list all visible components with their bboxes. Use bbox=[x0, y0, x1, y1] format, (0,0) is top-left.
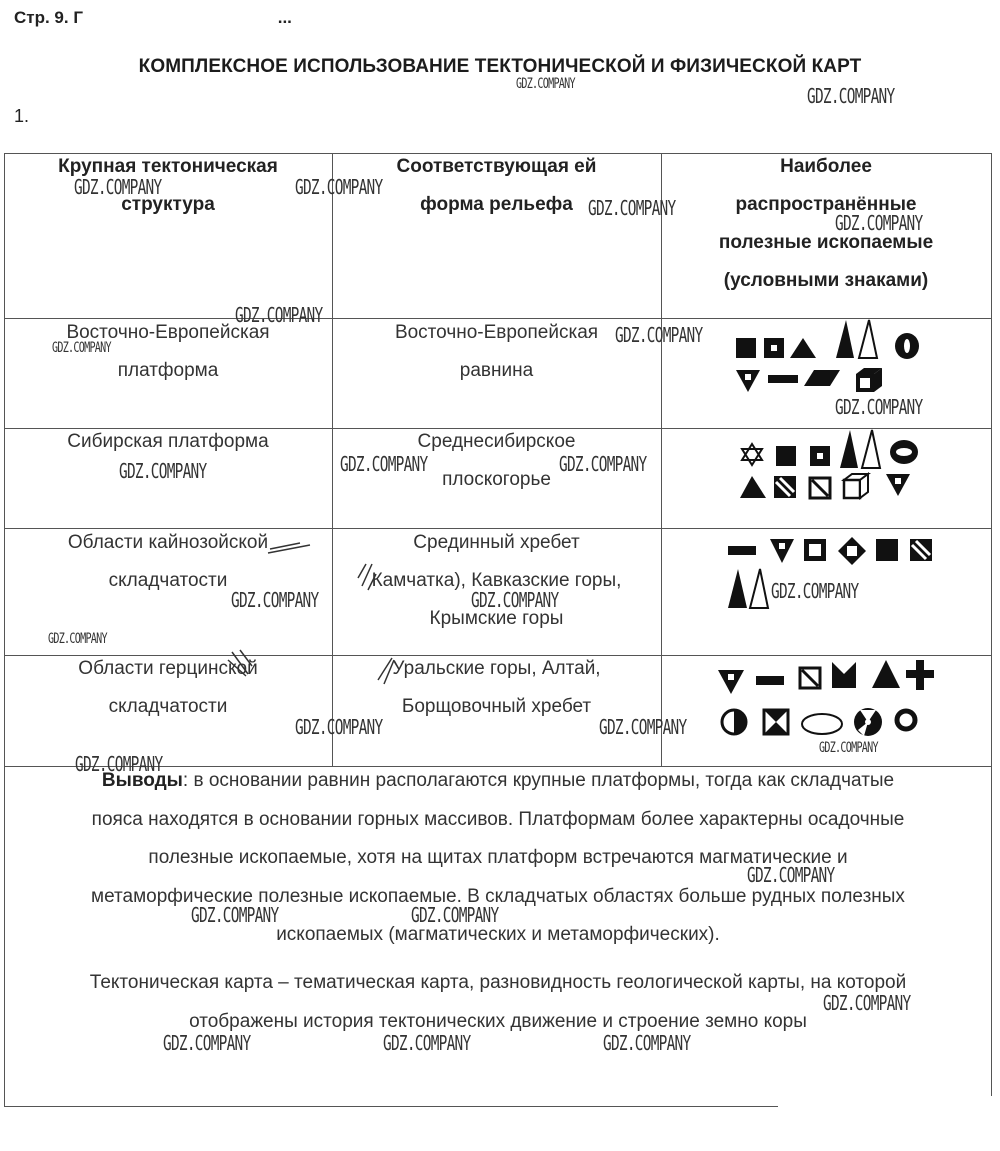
watermark: GDZ.COMPANY bbox=[747, 863, 835, 887]
outline-oval-symbol bbox=[802, 714, 842, 734]
watermark: GDZ.COMPANY bbox=[383, 1031, 471, 1055]
watermark: GDZ.COMPANY bbox=[163, 1031, 251, 1055]
horizontal-bar-symbol bbox=[756, 676, 784, 685]
scribble-mark bbox=[358, 564, 376, 590]
hatched-square-outline-symbol bbox=[800, 668, 820, 688]
filled-spike-symbol bbox=[836, 320, 854, 358]
watermark: GDZ.COMPANY bbox=[771, 579, 859, 603]
conclusions-line-2: пояса находятся в основании горных массивов. Платформам более характерны осадочные bbox=[91, 808, 905, 830]
filled-spike-symbol bbox=[840, 430, 858, 468]
filled-triangle-symbol bbox=[872, 660, 900, 688]
watermark: GDZ.COMPANY bbox=[235, 303, 323, 327]
square-with-hole-symbol bbox=[804, 539, 826, 561]
crown-symbol bbox=[832, 662, 856, 688]
row-1-structure: Восточно-Европейская платформа bbox=[66, 322, 270, 381]
horizontal-bar-symbol bbox=[728, 546, 756, 555]
watermark: GDZ.COMPANY bbox=[119, 459, 207, 483]
watermark: GDZ.COMPANY bbox=[615, 323, 703, 347]
filled-square-symbol bbox=[776, 446, 796, 466]
ring-symbol bbox=[897, 711, 915, 729]
square-with-dot-symbol bbox=[764, 338, 784, 358]
definition-line-1: Тектоническая карта – тематическая карта, разновидность геологической карты, на которой bbox=[89, 972, 907, 993]
hatched-square-symbol bbox=[774, 476, 796, 498]
filled-oval-hole-symbol bbox=[890, 440, 918, 464]
row-3-relief: Срединный хребет Камчатка), Кавказские горы, Крымские горы bbox=[371, 532, 622, 629]
header-minerals: Наиболее распространённые полезные ископаемые (условными знаками) bbox=[718, 156, 934, 291]
conclusions-line-3: полезные ископаемые, хотя на щитах платформ встречаются магматические и bbox=[148, 847, 848, 868]
conclusions-line-1: Выводы: в основании равнин располагаются крупные платформы, тогда как складчатые bbox=[101, 770, 895, 791]
outline-spike-symbol bbox=[859, 320, 877, 358]
header-relief: Соответствующая ей форма рельефа bbox=[396, 156, 597, 215]
shield-triangle-symbol bbox=[886, 474, 910, 496]
watermark: GDZ.COMPANY bbox=[835, 395, 923, 419]
horizontal-bar-symbol bbox=[768, 375, 798, 383]
row-2-relief: Среднесибирское плоскогорье bbox=[417, 431, 576, 490]
watermark: GDZ.COMPANY bbox=[48, 631, 107, 647]
watermark: GDZ.COMPANY bbox=[588, 196, 676, 220]
plus-cross-symbol bbox=[906, 660, 934, 690]
watermark: GDZ.COMPANY bbox=[819, 740, 878, 756]
row-2-structure: Сибирская платформа bbox=[67, 431, 269, 452]
filled-triangle-symbol bbox=[790, 338, 816, 358]
row-3-structure: Области кайнозойской складчатости bbox=[67, 532, 269, 591]
watermark: GDZ.COMPANY bbox=[231, 588, 319, 612]
watermark: GDZ.COMPANY bbox=[340, 452, 428, 476]
watermark: GDZ.COMPANY bbox=[75, 752, 163, 776]
page-label-suffix: ... bbox=[277, 8, 292, 27]
hatched-square-outline-symbol bbox=[810, 478, 830, 498]
definition-line-2: отображены история тектонических движение и строение земно коры bbox=[189, 1010, 807, 1032]
outline-spike-symbol bbox=[862, 430, 880, 468]
scribble-mark bbox=[268, 543, 310, 553]
down-triangle-hole-symbol bbox=[736, 370, 760, 392]
half-circle-symbol bbox=[722, 710, 746, 734]
filled-triangle-symbol bbox=[740, 476, 766, 498]
hourglass-square-symbol bbox=[764, 710, 788, 734]
filled-oval-hole-symbol bbox=[895, 333, 919, 359]
square-with-dot-symbol bbox=[810, 446, 830, 466]
question-number: 1. bbox=[14, 106, 30, 126]
header-structure: Крупная тектоническая структура bbox=[58, 156, 278, 215]
outline-cube-symbol bbox=[844, 474, 868, 498]
row-4-structure: Области герцинской складчатости bbox=[78, 658, 258, 717]
watermark: GDZ.COMPANY bbox=[471, 588, 559, 612]
scribble-mark bbox=[228, 650, 252, 676]
page-title: КОМПЛЕКСНОЕ ИСПОЛЬЗОВАНИЕ ТЕКТОНИЧЕСКОЙ И ФИЗИЧЕСКОЙ КАРТ bbox=[138, 56, 862, 77]
star-of-david-symbol bbox=[742, 444, 762, 465]
watermark: GDZ.COMPANY bbox=[411, 903, 499, 927]
down-triangle-hole-symbol bbox=[718, 670, 744, 694]
watermark: GDZ.COMPANY bbox=[52, 340, 111, 356]
radiation-circle-symbol bbox=[854, 708, 882, 736]
page-label: Стр. 9. Г bbox=[14, 8, 83, 27]
watermark: GDZ.COMPANY bbox=[599, 715, 687, 739]
mineral-symbols-row-3 bbox=[728, 535, 968, 615]
outline-spike-symbol bbox=[750, 569, 768, 608]
watermark: GDZ.COMPANY bbox=[823, 991, 911, 1015]
watermark: GDZ.COMPANY bbox=[807, 84, 895, 108]
watermark: GDZ.COMPANY bbox=[191, 903, 279, 927]
watermark: GDZ.COMPANY bbox=[295, 175, 383, 199]
filled-cube-symbol bbox=[856, 368, 882, 392]
filled-square-symbol bbox=[736, 338, 756, 358]
watermark: GDZ.COMPANY bbox=[295, 715, 383, 739]
mineral-symbols-row-1 bbox=[736, 318, 976, 398]
watermark: GDZ.COMPANY bbox=[559, 452, 647, 476]
conclusions-line-5: ископаемых (магматических и метаморфических). bbox=[276, 924, 720, 945]
watermark: GDZ.COMPANY bbox=[835, 211, 923, 235]
row-4-relief: Уральские горы, Алтай, Борщовочный хребет bbox=[392, 658, 601, 717]
scribble-mark bbox=[378, 658, 394, 684]
conclusions-line-4: метаморфические полезные ископаемые. В складчатых областях больше рудных полезных bbox=[91, 885, 905, 907]
mineral-symbols-row-4 bbox=[718, 656, 958, 741]
watermark: GDZ.COMPANY bbox=[516, 76, 575, 92]
parallelogram-symbol bbox=[804, 370, 840, 386]
watermark: GDZ.COMPANY bbox=[74, 175, 162, 199]
mineral-symbols-row-2 bbox=[740, 430, 980, 505]
filled-spike-symbol bbox=[728, 569, 747, 608]
row-1-relief: Восточно-Европейская равнина bbox=[394, 322, 599, 381]
watermark: GDZ.COMPANY bbox=[603, 1031, 691, 1055]
down-triangle-hole-symbol bbox=[770, 539, 794, 563]
diamond-in-square-symbol bbox=[838, 537, 866, 565]
filled-square-symbol bbox=[876, 539, 898, 561]
hatched-square-symbol bbox=[910, 539, 932, 561]
conclusions-label: Выводы bbox=[101, 770, 183, 791]
